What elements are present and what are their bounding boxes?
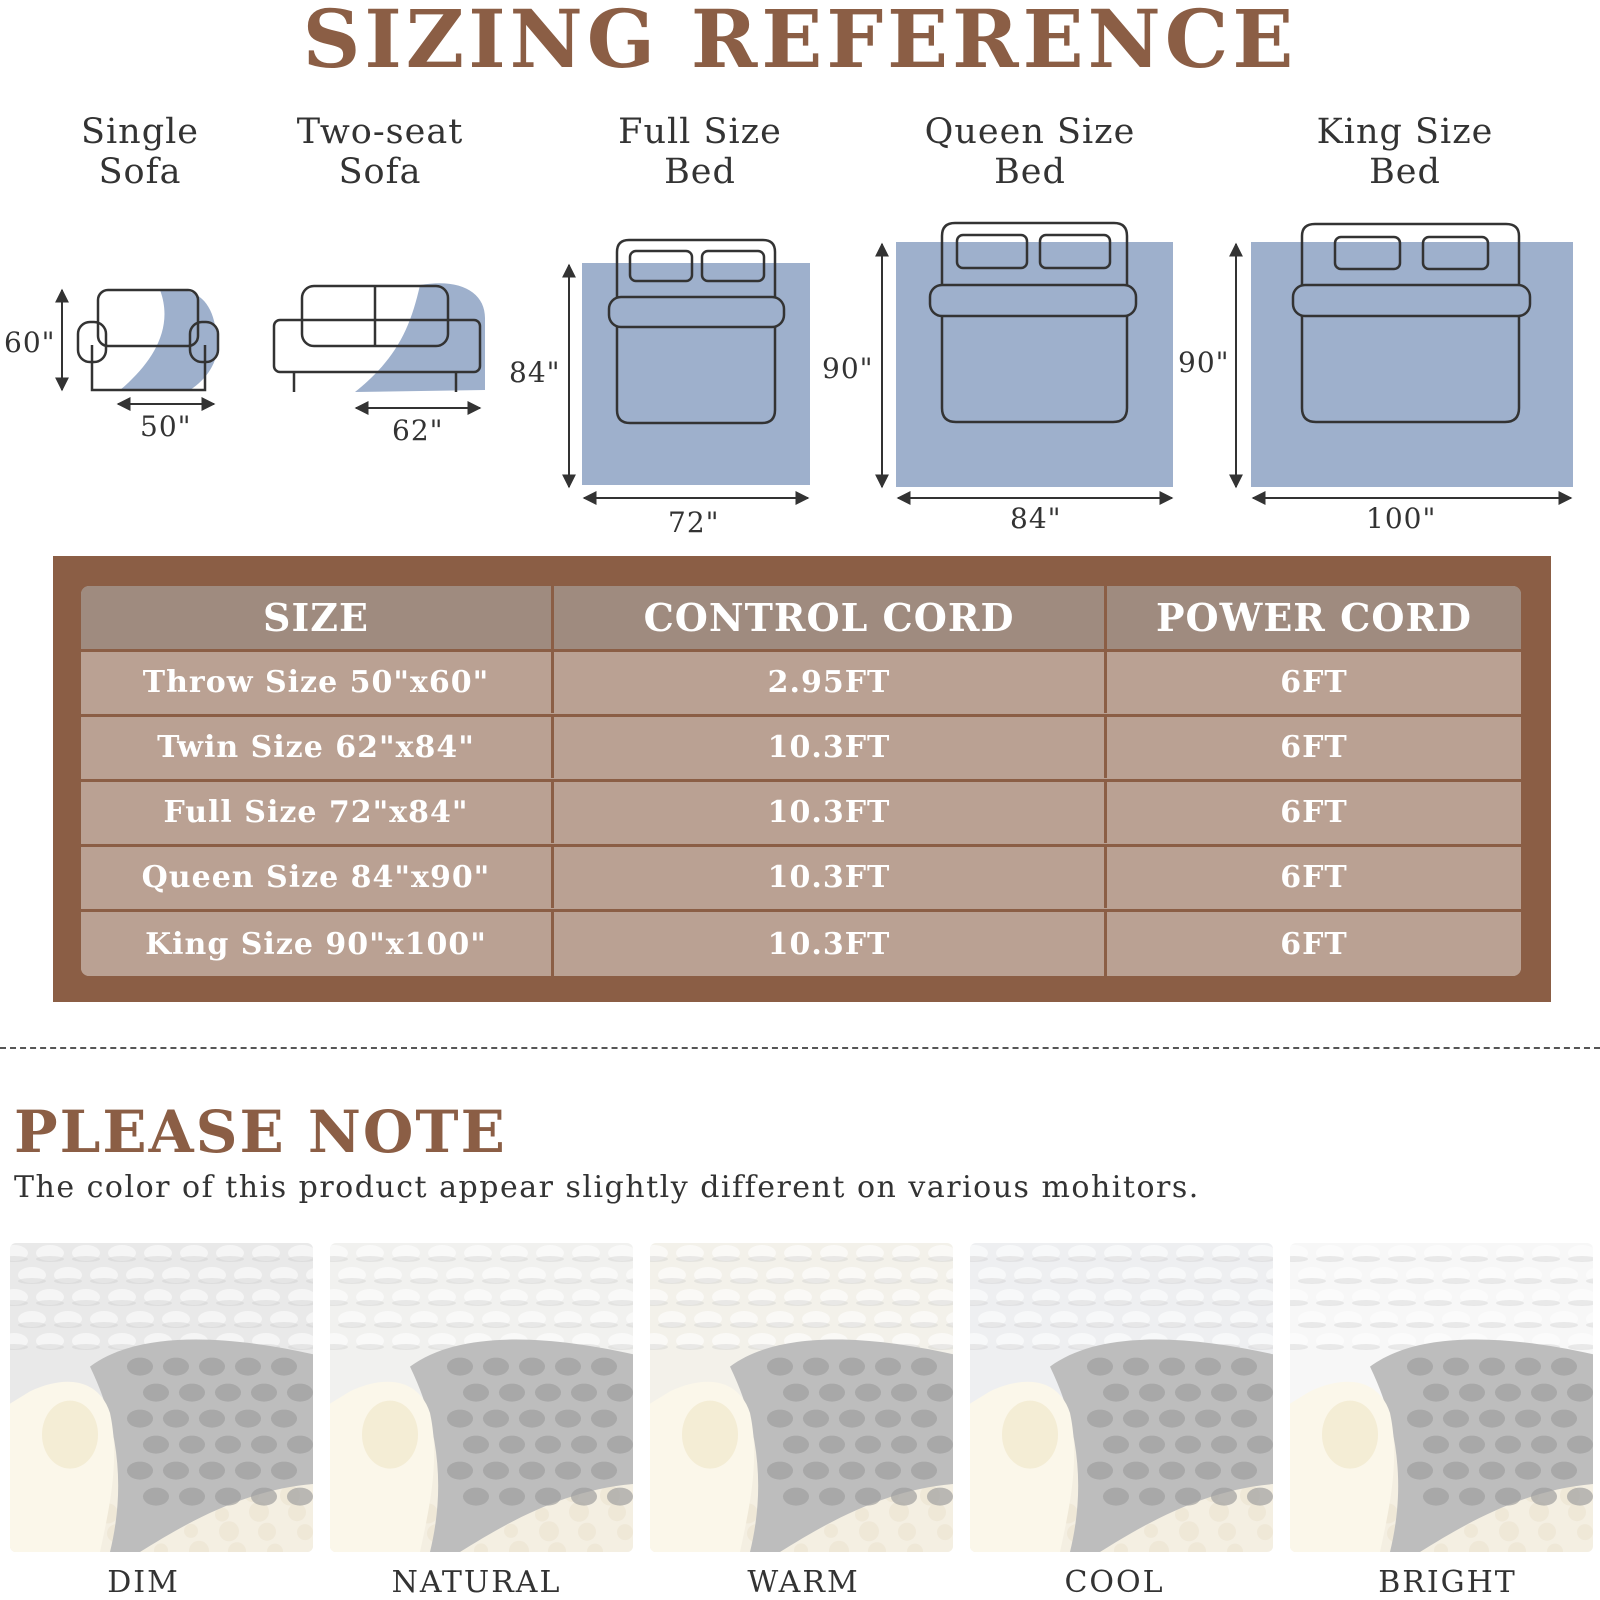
header-control-cord: CONTROL CORD xyxy=(551,586,1104,649)
size-cell: Throw Size 50"x60" xyxy=(142,665,490,700)
control-cord-cell: 2.95FT xyxy=(551,652,1104,713)
category-line2: Bed xyxy=(1369,152,1441,192)
control-cord-cell: 10.3FT xyxy=(551,847,1104,908)
sizing-diagram xyxy=(0,0,1600,550)
header-power-cord: POWER CORD xyxy=(1104,586,1521,649)
category-line1: Two-seat xyxy=(296,112,464,152)
queen-bed-icon xyxy=(896,223,1173,487)
king-bed-icon xyxy=(1251,224,1573,487)
power-cord-cell: 6FT xyxy=(1104,912,1521,976)
swatch-label-warm: WARM xyxy=(747,1565,860,1600)
king-bed-height: 90" xyxy=(1178,346,1230,379)
king-bed-width: 100" xyxy=(1366,502,1437,535)
table-header-row xyxy=(81,586,1521,649)
full-bed-width: 72" xyxy=(668,506,720,539)
single-sofa-icon xyxy=(78,289,218,390)
full-bed-height: 84" xyxy=(509,356,561,389)
category-line1: Single xyxy=(80,112,200,152)
category-line1: Queen Size xyxy=(924,112,1136,152)
two-seat-sofa-icon xyxy=(274,283,485,392)
size-cell: King Size 90"x100" xyxy=(145,926,487,962)
size-table xyxy=(53,556,1551,1002)
queen-bed-height: 90" xyxy=(822,352,874,385)
swatch-label-natural: NATURAL xyxy=(391,1565,562,1600)
page-title: SIZING REFERENCE xyxy=(302,0,1298,86)
category-line1: Full Size xyxy=(618,112,782,152)
two-seat-sofa-width: 62" xyxy=(392,414,444,447)
table-row xyxy=(81,714,1521,778)
table-row xyxy=(81,649,1521,713)
header-size: SIZE xyxy=(263,595,369,640)
size-cell: Queen Size 84"x90" xyxy=(141,860,491,895)
power-cord-cell: 6FT xyxy=(1104,652,1521,713)
category-line2: Sofa xyxy=(98,152,182,192)
swatch-image-cool xyxy=(970,1243,1273,1552)
table-row xyxy=(81,779,1521,843)
size-table-body xyxy=(81,586,1521,976)
swatch-label-bright: BRIGHT xyxy=(1378,1565,1517,1600)
swatch-image-dim xyxy=(10,1243,313,1552)
note-title: PLEASE NOTE xyxy=(14,1098,507,1166)
note-text: The color of this product appear slightly different on various mohitors. xyxy=(14,1170,1200,1205)
control-cord-cell: 10.3FT xyxy=(551,782,1104,843)
swatch-label-dim: DIM xyxy=(107,1565,180,1600)
table-row xyxy=(81,909,1521,976)
swatch-image-bright xyxy=(1290,1243,1593,1552)
power-cord-cell: 6FT xyxy=(1104,782,1521,843)
swatch-image-warm xyxy=(650,1243,953,1552)
full-bed-icon xyxy=(582,240,810,485)
size-cell: Twin Size 62"x84" xyxy=(157,730,475,765)
single-sofa-height: 60" xyxy=(4,326,56,359)
category-line2: Bed xyxy=(664,152,736,192)
size-cell: Full Size 72"x84" xyxy=(163,795,469,830)
queen-bed-width: 84" xyxy=(1010,502,1062,535)
control-cord-cell: 10.3FT xyxy=(551,717,1104,778)
swatch-image-natural xyxy=(330,1243,633,1552)
single-sofa-width: 50" xyxy=(140,410,192,443)
table-row xyxy=(81,844,1521,908)
power-cord-cell: 6FT xyxy=(1104,847,1521,908)
category-line2: Bed xyxy=(994,152,1066,192)
swatch-label-cool: COOL xyxy=(1064,1565,1165,1600)
category-line1: King Size xyxy=(1316,112,1494,152)
control-cord-cell: 10.3FT xyxy=(551,912,1104,976)
category-line2: Sofa xyxy=(338,152,422,192)
power-cord-cell: 6FT xyxy=(1104,717,1521,778)
section-divider xyxy=(0,1047,1600,1049)
